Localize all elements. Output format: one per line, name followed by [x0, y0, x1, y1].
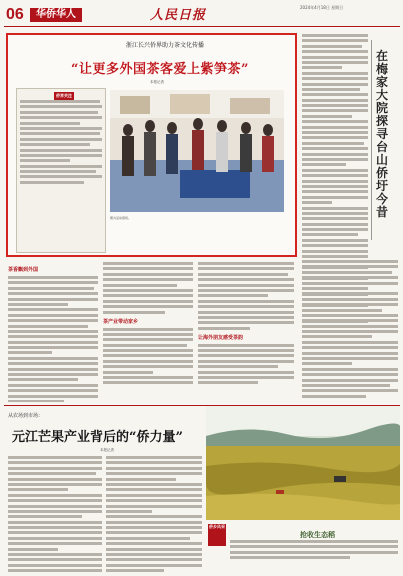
article-headline[interactable]: “让更多外国茶客爱上紫笋茶”: [71, 62, 249, 77]
section-number: 06: [6, 6, 24, 23]
lower-article-col-1: [8, 456, 102, 572]
photo-caption: 图为活动现场。: [110, 216, 132, 220]
lower-article-headline[interactable]: 元江芒果产业背后的“侨力量”: [12, 430, 183, 445]
article-body-col-3: [198, 262, 294, 402]
header-rule: [4, 26, 400, 27]
article-photo: [110, 90, 284, 212]
article-body-col-1: [8, 262, 98, 402]
header-meta: 2024年4月18日 星期日: [300, 5, 344, 10]
masthead-logo: 人民日报: [150, 8, 207, 23]
lower-article-byline: 本报记者: [100, 448, 114, 452]
side-article-title[interactable]: 在梅家大院探寻台山侨圩今昔: [376, 49, 389, 219]
article-byline: 本报记者: [150, 80, 164, 84]
column-divider: [371, 40, 372, 240]
rice-field-photo: [206, 406, 400, 520]
subhead-3: 让海外朋友感受茶韵: [198, 334, 244, 341]
rice-harvest-image: [206, 406, 400, 520]
lower-article-col-2: [106, 456, 202, 572]
section-name: 华侨华人: [30, 8, 82, 22]
photo-title: 抢收生态稻: [300, 530, 335, 539]
subhead-2: 茶产业带动家乡: [103, 318, 139, 325]
editor-note-badge: 侨界关注: [56, 93, 72, 98]
lower-article-kicker: 从农场到市场：: [8, 413, 44, 419]
editor-note-text: [20, 100, 102, 248]
subhead-1: 茶香飘到外国: [8, 267, 39, 273]
group-photo-image: [110, 90, 284, 212]
photo-caption-lower: [230, 540, 398, 572]
article-kicker: 浙江长兴侨界助力茶文化传播: [125, 42, 204, 49]
side-article-body-lower: [302, 260, 398, 400]
article-body-col-2: [103, 262, 193, 402]
photo-section-tag: 侨乡风采: [208, 524, 226, 546]
